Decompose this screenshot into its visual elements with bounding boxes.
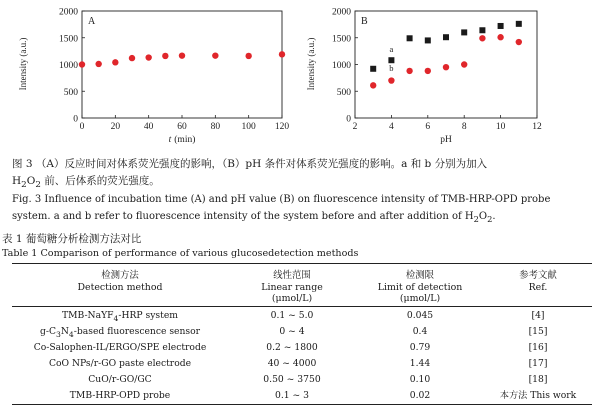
cell-lod: 0.4 [412, 326, 428, 337]
figure-caption-en [12, 191, 592, 228]
data-point [95, 61, 101, 67]
data-point [79, 61, 85, 67]
y-tick-label: 1000 [332, 61, 351, 71]
data-point-a [370, 66, 376, 72]
data-point-b [479, 35, 485, 41]
x-tick-label: 6 [425, 122, 431, 132]
table-header-method: 检测方法 Detection method [77, 270, 163, 293]
cell-ref: 本方法 This work [499, 390, 577, 401]
data-point-a [461, 29, 467, 35]
x-tick-label: 12 [532, 122, 542, 132]
data-point-b [497, 34, 503, 40]
y-tick-label: 0 [73, 114, 78, 125]
chart-a [18, 8, 289, 146]
data-point-b [443, 64, 449, 70]
cell-lod: 0.10 [409, 374, 431, 385]
data-point-b [388, 77, 394, 83]
x-tick-label: 4 [389, 122, 394, 132]
table-header-range: 线性范围 Linear range (μmol/L) [261, 270, 323, 304]
y-tick-label: 2000 [332, 7, 351, 18]
cell-method: Co-Salophen-IL/ERGO/SPE electrode [33, 342, 207, 353]
table-top-rule [12, 263, 592, 264]
x-tick-label: 0 [79, 122, 85, 132]
figure-3-charts [0, 0, 602, 152]
table-row [12, 371, 592, 388]
y-tick-label: 0 [346, 114, 351, 125]
caption-zh-line1: 图 3 （A）反应时间对体系荧光强度的影响，（B）pH 条件对体系荧光强度的影响。a 和 b 分别为加入 [12, 158, 488, 170]
cell-method: TMB-NaYF$_4$-HRP system [61, 310, 178, 323]
x-tick-label: 120 [274, 122, 290, 132]
data-point-b [425, 68, 431, 74]
data-point [245, 53, 251, 59]
cell-lod: 1.44 [409, 358, 431, 369]
x-tick-label: 100 [241, 122, 256, 132]
cell-range: 0.50 ~ 3750 [263, 374, 321, 385]
x-tick-label: 20 [110, 122, 121, 132]
chart-b-panel-label: B [361, 16, 368, 27]
data-point-a [443, 34, 449, 40]
y-tick-label: 500 [63, 87, 78, 98]
table-header-ref: 参考文献 Ref. [519, 270, 557, 293]
cell-lod: 0.02 [409, 390, 431, 401]
data-point-b [406, 68, 412, 74]
data-point-a [407, 35, 413, 41]
x-tick-label: 10 [495, 122, 506, 132]
data-point-b [370, 82, 376, 88]
y-tick-label: 500 [336, 87, 351, 98]
data-point [162, 53, 168, 59]
cell-range: 40 ~ 4000 [267, 358, 317, 369]
x-tick-label: 2 [352, 122, 358, 132]
data-point-a [479, 27, 485, 33]
cell-ref: [15] [528, 326, 548, 337]
data-point [112, 59, 118, 65]
cell-ref: [17] [528, 358, 548, 369]
data-point [212, 52, 218, 58]
table-row [12, 387, 592, 404]
y-tick-label: 1500 [332, 34, 351, 45]
y-tick-label: 2000 [59, 7, 78, 18]
table-row [12, 307, 592, 324]
caption-en-line2: system. a and b refer to fluorescence intensity of the system before and after addition of $H_2O_2$. [12, 211, 496, 224]
figure-caption-zh [12, 156, 592, 194]
cell-lod: 0.045 [406, 310, 434, 321]
cell-range: 0 ~ 4 [279, 326, 305, 337]
cell-method: CoO NPs/r-GO paste electrode [48, 358, 192, 369]
table-header-lod: 检测限 Limit of detection (μmol/L) [377, 270, 463, 304]
cell-method: $g-C_3N_4$-based fluorescence sensor [39, 326, 201, 339]
chart-a-frame [82, 11, 282, 118]
data-point [179, 52, 185, 58]
y-tick-label: 1500 [59, 34, 78, 45]
x-tick-label: 60 [177, 122, 187, 132]
cell-ref: [16] [528, 342, 548, 353]
cell-method: CuO/r-GO/GC [88, 374, 152, 385]
chart-b [306, 8, 542, 146]
chart-a-ylabel: Intensity (a.u.) [18, 37, 28, 91]
caption-zh-line2: $H_2O_2$ 前、后体系的荧光强度。 [12, 175, 160, 191]
chart-a-xlabel [169, 134, 196, 145]
data-point [279, 51, 285, 57]
table-row [12, 355, 592, 372]
data-point [129, 55, 135, 61]
chart-a-xlabel-unit: (min) [174, 135, 196, 145]
data-point-b [461, 61, 467, 67]
data-point [145, 54, 151, 60]
x-tick-label: 40 [143, 122, 154, 132]
cell-ref: [4] [531, 310, 545, 321]
cell-lod: 0.79 [409, 342, 431, 353]
cell-range: 0.1 ~ 5.0 [270, 310, 314, 321]
x-tick-label: 80 [210, 122, 221, 132]
data-point-a [516, 21, 522, 27]
cell-method: TMB-HRP-OPD probe [69, 390, 171, 401]
chart-a-panel-label: A [88, 16, 96, 27]
data-point-b [516, 39, 522, 45]
x-tick-label: 8 [461, 122, 467, 132]
y-tick-label: 1000 [59, 61, 78, 71]
data-point-a [425, 37, 431, 43]
table-title-en: Table 1 Comparison of performance of various glucosedetection methods [2, 248, 359, 259]
table-title-zh: 表 1 葡萄糖分析检测方法对比 [2, 233, 142, 245]
chart-b-xlabel: pH [440, 135, 452, 145]
chart-a-xlabel-var: t [168, 135, 172, 145]
caption-en-line1: Fig. 3 Influence of incubation time (A) and pH value (B) on fluorescence intensity of TMB-HRP-OPD probe [12, 194, 551, 205]
table-bottom-rule [12, 404, 592, 405]
cell-range: 0.2 ~ 1800 [266, 342, 318, 353]
cell-ref: [18] [528, 374, 548, 385]
table-row [12, 339, 592, 356]
table-row [12, 323, 592, 340]
data-point-a [498, 23, 504, 29]
series-label-b: b [389, 62, 394, 73]
chart-b-ylabel: Intensity (a.u.) [306, 37, 316, 91]
cell-range: 0.1 ~ 3 [275, 390, 309, 401]
series-label-a: a [389, 44, 394, 55]
